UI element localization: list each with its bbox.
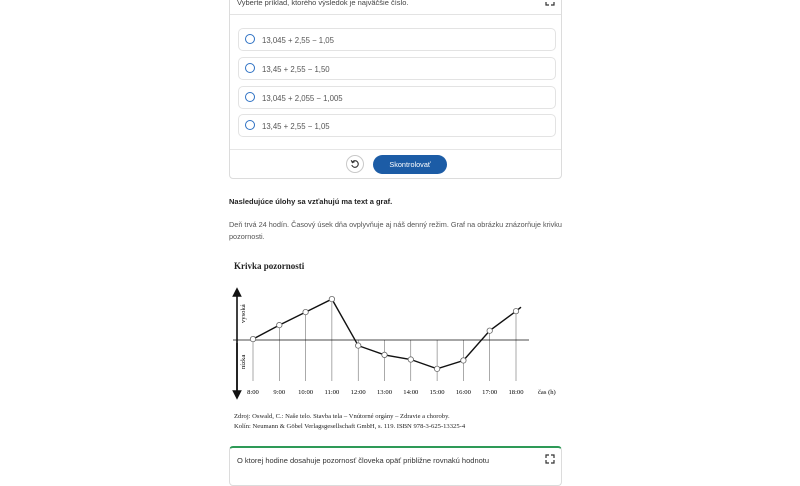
x-tick-label: 14:00 bbox=[403, 389, 419, 396]
data-point bbox=[356, 343, 361, 348]
expand-icon[interactable] bbox=[545, 454, 555, 464]
reset-icon bbox=[350, 159, 360, 169]
x-tick-label: 16:00 bbox=[455, 389, 471, 396]
question-card-1 bbox=[229, 0, 562, 179]
data-point bbox=[434, 366, 439, 371]
source-line-2: Kolín: Neumann & Göbel Verlagsgesellschaft GmbH, s. 119. ISBN 978-3-625-13325-4 bbox=[234, 423, 466, 430]
answer-option[interactable] bbox=[238, 57, 556, 80]
y-label-low: nízka bbox=[240, 354, 247, 369]
option-label: 13,45 + 2,55 − 1,50 bbox=[262, 65, 330, 74]
source-citation bbox=[234, 412, 465, 432]
option-label: 13,45 + 2,55 − 1,05 bbox=[262, 122, 330, 131]
data-point bbox=[277, 322, 282, 327]
intro-text: Deň trvá 24 hodín. Časový úsek dňa ovplyvňuje aj náš denný režim. Graf na obrázku znázorňuje krivku pozornosti. bbox=[229, 220, 562, 241]
chart-title: Krivka pozornosti bbox=[234, 261, 305, 271]
x-tick-label: 11:00 bbox=[324, 389, 340, 396]
answer-option[interactable] bbox=[238, 86, 556, 109]
data-point bbox=[487, 328, 492, 333]
radio-button[interactable] bbox=[245, 34, 255, 44]
expand-icon[interactable] bbox=[545, 0, 555, 6]
divider bbox=[230, 149, 561, 150]
radio-button[interactable] bbox=[245, 92, 255, 102]
x-tick-label: 18:00 bbox=[508, 389, 524, 396]
data-point bbox=[461, 358, 466, 363]
x-axis-label: čas (h) bbox=[538, 389, 556, 396]
question-header bbox=[230, 0, 561, 15]
attention-curve-chart bbox=[226, 283, 566, 403]
radio-button[interactable] bbox=[245, 120, 255, 130]
source-line-1: Zdroj: Oswald, C.: Naše telo. Stavba tela – Vnútorné orgány – Zdravie a choroby. bbox=[234, 413, 450, 420]
check-button[interactable]: Skontrolovať bbox=[373, 155, 447, 174]
question-prompt: O ktorej hodine dosahuje pozornosť človeka opäť približne rovnakú hodnotu bbox=[237, 456, 490, 465]
question-prompt: Vyberte príklad, ktorého výsledok je najväčšie číslo. bbox=[237, 0, 409, 7]
data-point bbox=[329, 296, 334, 301]
data-point bbox=[408, 357, 413, 362]
data-point bbox=[250, 336, 255, 341]
data-point bbox=[303, 309, 308, 314]
x-tick-label: 9:00 bbox=[273, 389, 286, 396]
answer-option[interactable] bbox=[238, 114, 556, 137]
answer-option[interactable] bbox=[238, 28, 556, 51]
data-point bbox=[382, 352, 387, 357]
x-tick-label: 17:00 bbox=[482, 389, 498, 396]
section-title: Nasledujúce úlohy sa vzťahujú ma text a graf. bbox=[229, 197, 393, 206]
radio-button[interactable] bbox=[245, 63, 255, 73]
data-point bbox=[513, 308, 518, 313]
x-tick-label: 13:00 bbox=[376, 389, 393, 396]
reset-button[interactable] bbox=[346, 155, 364, 173]
question-card-2 bbox=[229, 446, 562, 486]
option-label: 13,045 + 2,055 − 1,005 bbox=[262, 94, 343, 103]
attention-curve bbox=[253, 299, 521, 369]
y-label-high: vysoká bbox=[240, 304, 247, 323]
x-tick-label: 12:00 bbox=[350, 389, 366, 396]
option-label: 13,045 + 2,55 − 1,05 bbox=[262, 36, 334, 45]
x-tick-label: 8:00 bbox=[247, 389, 259, 396]
x-tick-label: 10:00 bbox=[298, 389, 314, 396]
x-tick-label: 15:00 bbox=[429, 389, 445, 396]
